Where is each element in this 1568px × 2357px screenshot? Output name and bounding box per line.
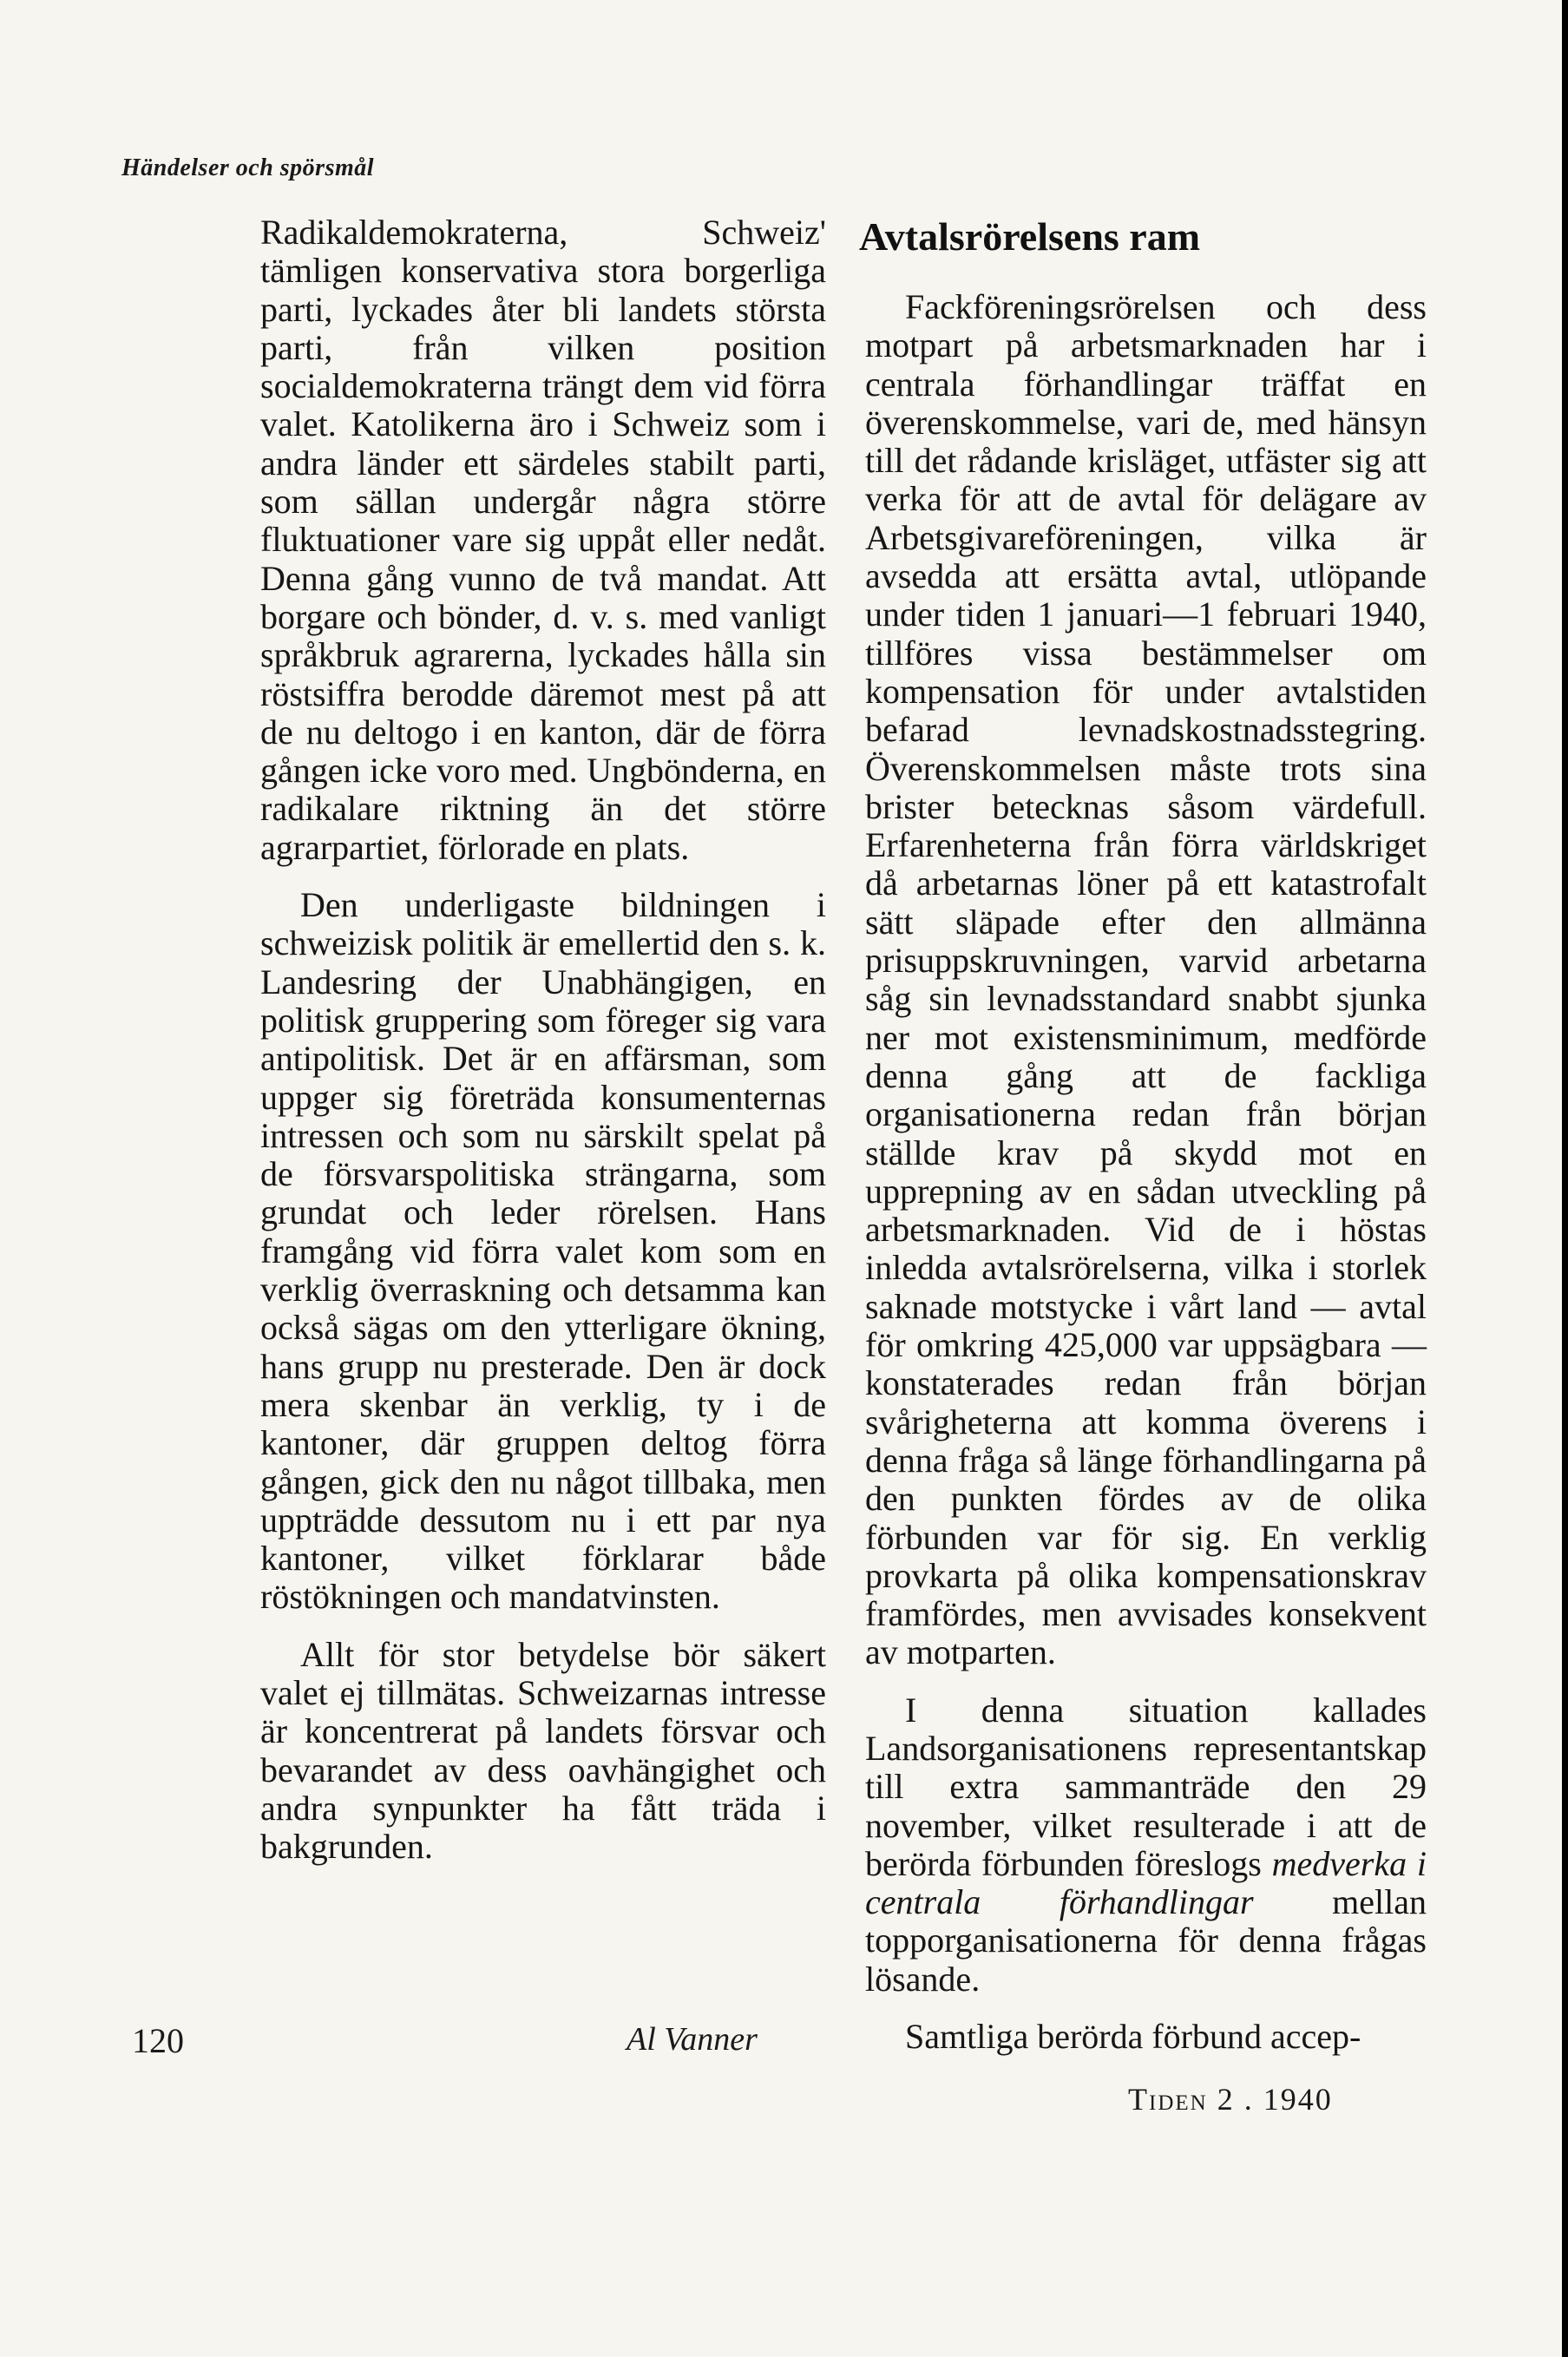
page-number: 120: [132, 2021, 184, 2060]
scan-edge: [1562, 0, 1568, 2357]
left-paragraph-1: Radikaldemokraterna, Schweiz' tämligen konservativa stora borgerliga parti, lyckades åter bli landets största parti, från vilken position socialdemokraterna trängt dem vid förra valet. Katolikerna äro i Schweiz som i andra länder ett särdeles stabilt parti, som sällan undergår några större fluktuationer vare sig uppåt eller nedåt. Denna gång vunno de två mandat. Att borgare och bönder, d. v. s. med vanligt språkbruk agrarerna, lyckades hålla sin röstsiffra berodde däremot mest på att de nu deltogo i en kanton, där de förra gången icke voro med. Ungbönderna, en radikalare riktning än det större agrarpartiet, förlorade en plats.: [260, 213, 826, 867]
right-paragraph-3: Samtliga berörda förbund accep-: [905, 2017, 1361, 2057]
author-signature: Al Vanner: [627, 2021, 758, 2058]
article-heading: Avtalsrörelsens ram: [859, 214, 1201, 259]
right-paragraph-2-start: I denna situation kallades Landsorganisationens representantskap till extra sammanträde den 29 november, vilket resulterade i att de berörda förbunden föreslogs: [865, 1690, 1427, 1883]
right-column: [865, 288, 1427, 2056]
running-head: Händelser och spörsmål: [121, 154, 375, 181]
right-paragraph-2-end: mellan topporganisationerna för denna frågas lösande.: [865, 1882, 1427, 1999]
right-paragraph-1: Fackföreningsrörelsen och dess motpart på arbetsmarknaden har i centrala förhandlingar träffat en överenskommelse, vari de, med hänsyn till det rådande krisläget, utfäster sig att verka för att de avtal för delägare av Arbetsgivareföreningen, vilka är avsedda att ersätta avtal, utlöpande under tiden 1 januari—1 februari 1940, tillföres vissa bestämmelser om kompensation för under avtalstiden befarad levnadskostnadsstegring. Överenskommelsen måste trots sina brister betecknas såsom värdefull. Erfarenheterna från förra världskriget då arbetarnas löner på ett katastrofalt sätt släpade efter den allmänna prisuppskruvningen, varvid arbetarna såg sin levnadsstandard snabbt sjunka ner mot existensminimum, medförde denna gång att de fackliga organisationerna redan från början ställde krav på skydd mot en upprepning av en sådan utveckling på arbetsmarknaden. Vid de i höstas inledda avtalsrörelserna, vilka i storlek saknade motstycke i vårt land — avtal för omkring 425,000 var uppsägbara — konstaterades redan från början svårigheterna att komma överens i denna fråga så länge förhandlingarna på den punkten fördes av de olika förbunden var för sig. En verklig provkarta på olika kompensationskrav framfördes, men avvisades konsekvent av motparten.: [865, 287, 1427, 1672]
left-paragraph-3: Allt för stor betydelse bör säkert valet ej tillmätas. Schweizarnas intresse är koncentrerat på landets försvar och bevarandet av dess oavhängighet och andra synpunkter ha fått träda i bakgrunden.: [260, 1634, 826, 1867]
left-paragraph-2: Den underligaste bildningen i schweizisk politik är emellertid den s. k. Landesring der Unabhängigen, en politisk gruppering som föreger sig vara antipolitisk. Det är en affärsman, som uppger sig företräda konsumenternas intressen och som nu särskilt spelat på de försvarspolitiska strängarna, som grundat och leder rörelsen. Hans framgång vid förra valet kom som en verklig överraskning och detsamma kan också sägas om den ytterligare ökning, hans grupp nu presterade. Den är dock mera skenbar än verklig, ty i de kantoner, där gruppen deltog förra gången, gick den nu något tillbaka, men uppträdde dessutom nu i ett par nya kantoner, vilket förklarar både röstökningen och mandatvinsten.: [260, 885, 826, 1617]
right-paragraph-2-emphasis: medverka i centrala förhandlingar: [865, 1843, 1427, 1922]
right-paragraph-2: [865, 1691, 1427, 1999]
left-column: [260, 213, 826, 1866]
issue-footer: Tiden 2 . 1940: [1128, 2082, 1333, 2117]
